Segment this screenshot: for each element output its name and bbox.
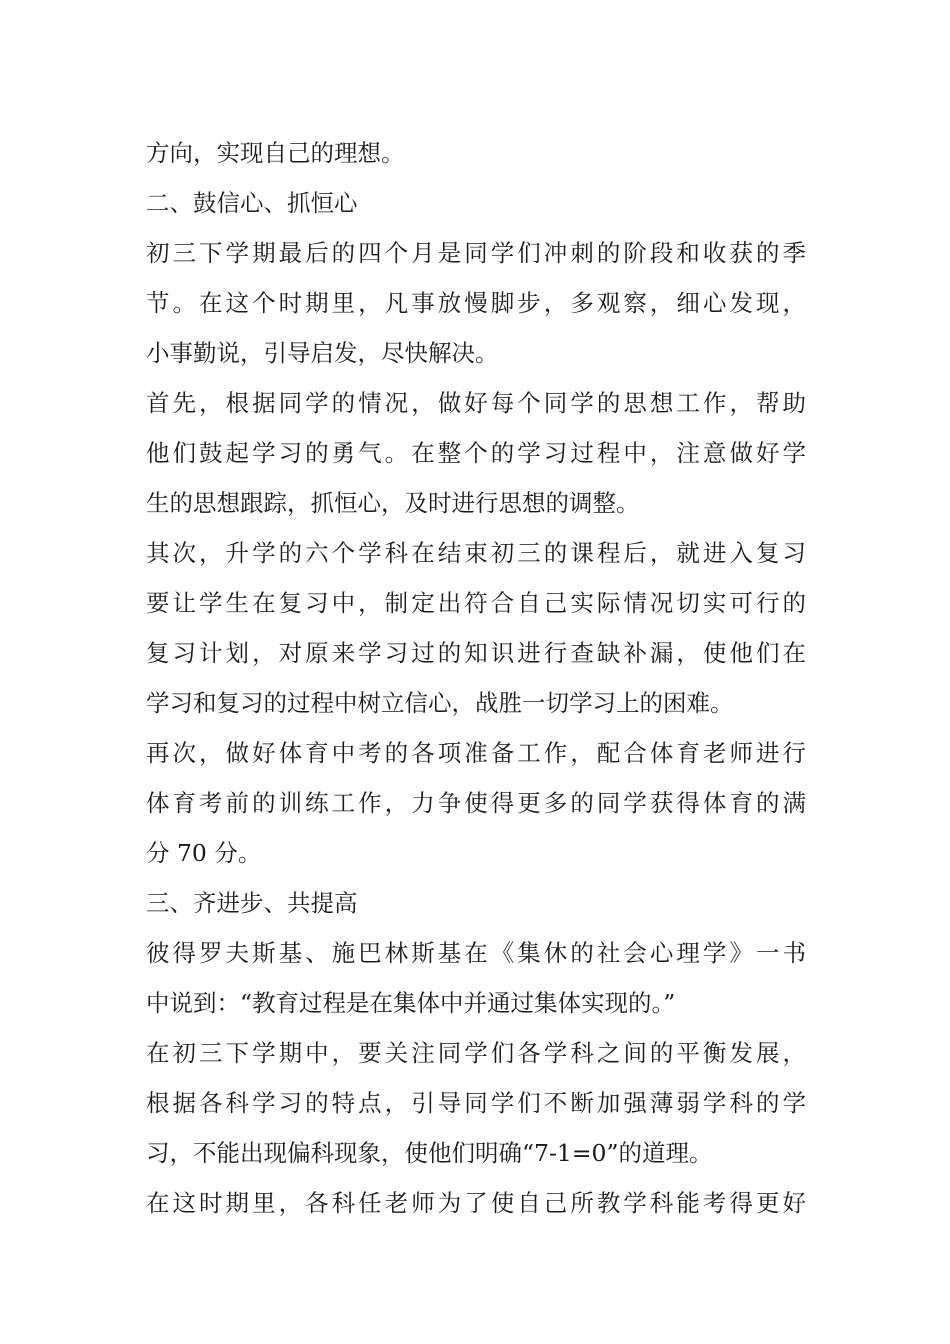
text-line: 根据各科学习的特点，引导同学们不断加强薄弱学科的学 bbox=[146, 1089, 806, 1117]
text-line: 其次，升学的六个学科在结束初三的课程后，就进入复习 bbox=[146, 539, 806, 567]
text-line: 他们鼓起学习的勇气。在整个的学习过程中，注意做好学 bbox=[146, 439, 806, 467]
text-line: 习，不能出现偏科现象，使他们明确“7-1=0”的道理。 bbox=[146, 1139, 713, 1167]
text-line: 首先，根据同学的情况，做好每个同学的思想工作，帮助 bbox=[146, 389, 806, 417]
document-body bbox=[146, 128, 806, 1228]
text-line: 要让学生在复习中，制定出符合自己实际情况切实可行的 bbox=[146, 589, 806, 617]
section-heading: 三、齐进步、共提高 bbox=[146, 889, 358, 917]
text-line: 小事勤说，引导启发，尽快解决。 bbox=[146, 339, 499, 367]
text-line: 复习计划，对原来学习过的知识进行查缺补漏，使他们在 bbox=[146, 639, 806, 667]
text-line: 再次，做好体育中考的各项准备工作，配合体育老师进行 bbox=[146, 739, 806, 767]
text-line: 生的思想跟踪，抓恒心，及时进行思想的调整。 bbox=[146, 489, 640, 517]
text-line: 在初三下学期中，要关注同学们各学科之间的平衡发展， bbox=[146, 1039, 806, 1067]
section-heading: 二、鼓信心、抓恒心 bbox=[146, 189, 358, 217]
text-line: 在这时期里，各科任老师为了使自己所教学科能考得更好 bbox=[146, 1189, 806, 1217]
text-line: 彼得罗夫斯基、施巴林斯基在《集休的社会心理学》一书 bbox=[146, 939, 806, 967]
text-line: 中说到：“教育过程是在集体中并通过集体实现的。” bbox=[146, 989, 676, 1017]
text-line: 方向，实现自己的理想。 bbox=[146, 139, 405, 167]
text-line: 初三下学期最后的四个月是同学们冲刺的阶段和收获的季 bbox=[146, 239, 806, 267]
text-line: 节。在这个时期里，凡事放慢脚步，多观察，细心发现， bbox=[146, 289, 806, 317]
text-line: 分 70 分。 bbox=[146, 839, 262, 867]
text-line: 学习和复习的过程中树立信心，战胜一切学习上的困难。 bbox=[146, 689, 734, 717]
text-line: 体育考前的训练工作，力争使得更多的同学获得体育的满 bbox=[146, 789, 806, 817]
